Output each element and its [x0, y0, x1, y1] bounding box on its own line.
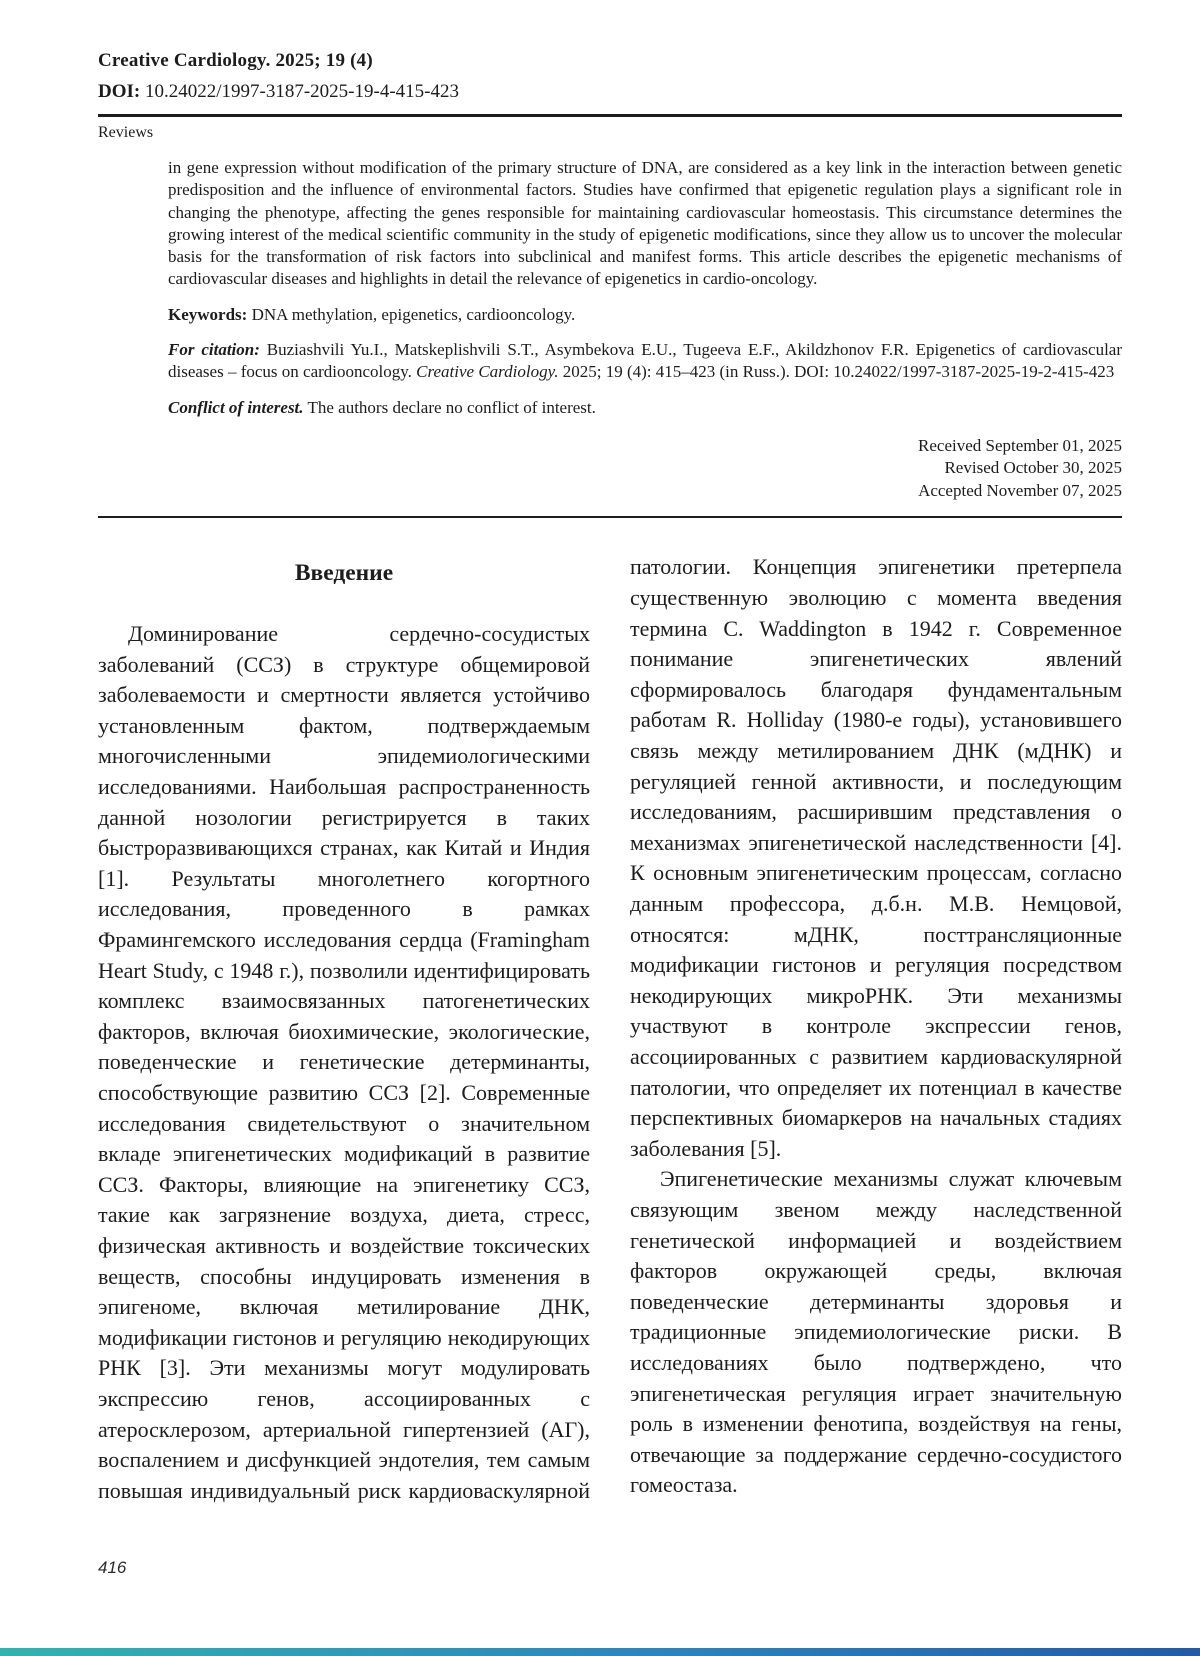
journal-title: Creative Cardiology. 2025; 19 (4): [98, 50, 373, 71]
accepted-date: Accepted November 07, 2025: [918, 480, 1122, 500]
citation-authors: Buziashvili Yu.I., Matskeplishvili S.T., Asymbekova E.U., Tugeeva E.F., Akildzhonov F.R. Epigenetics of cardiovascular diseases – focus on cardiooncology.: [168, 340, 1122, 382]
doi-label: DOI:: [98, 81, 141, 102]
doi-line: [98, 81, 1122, 103]
abstract-continuation: in gene expression without modification of the primary structure of DNA, are considered as a key link in the interaction between genetic predisposition and the influence of environmental factors. Studies have confirmed that epigenetic regulation plays a significant role in changing the phenotype, affecting the genes responsible for maintaining cardiovascular homeostasis. This circumstance determines the growing interest of the medical scientific community in the study of epigenetic modifications, since they allow us to uncover the molecular basis for the transformation of risk factors into subclinical and manifest forms. This article describes the epigenetic mechanisms of cardiovascular diseases and highlights in detail the relevance of epigenetics in cardio-oncology.: [168, 158, 1122, 289]
doi-value: 10.24022/1997-3187-2025-19-4-415-423: [144, 81, 459, 102]
conflict-text: The authors declare no conflict of interest.: [307, 397, 596, 417]
article-body: [98, 552, 1122, 1506]
citation-tail: 2025; 19 (4): 415–423 (in Russ.). DOI: 10.24022/1997-3187-2025-19-2-415-423: [562, 362, 1115, 382]
received-date: Received September 01, 2025: [918, 435, 1122, 455]
citation-label: For citation:: [168, 340, 260, 360]
keywords-label: Keywords:: [168, 304, 248, 324]
header-rule: [98, 114, 1122, 117]
revised-date: Revised October 30, 2025: [944, 458, 1122, 478]
front-matter: [168, 157, 1122, 419]
conflict-line: [168, 397, 1122, 419]
page-number: 416: [98, 1558, 127, 1577]
intro-paragraph-2: Эпигенетические механизмы служат ключевым связующим звеном между наследственной генетической информацией и воздействием факторов окружающей среды, включая поведенческие детерминанты здоровья и традиционные эпидемиологические риски. В исследованиях было подтверждено, что эпигенетическая регуляция играет значительную роль в изменении фенотипа, воздействуя на гены, отвечающие за поддержание сердечно-сосудистого гомеостаза.: [630, 1166, 1122, 1498]
keywords-line: [168, 304, 1122, 326]
intro-heading: Введение: [294, 560, 394, 587]
footer-accent-bar: [0, 1648, 1200, 1656]
page-header: [98, 50, 1122, 142]
section-label: Reviews: [98, 124, 154, 141]
conflict-label: Conflict of interest.: [168, 397, 304, 417]
dates-block: [98, 435, 1122, 503]
citation-journal: Creative Cardiology.: [416, 362, 559, 382]
divider-rule: [98, 516, 1122, 518]
keywords-text: DNA methylation, epigenetics, cardiooncology.: [251, 304, 576, 324]
citation-line: [168, 339, 1122, 384]
intro-paragraph-1: Доминирование сердечно-сосудистых заболеваний (ССЗ) в структуре общемировой заболеваемости и смертности является устойчиво установленным фактом, подтверждаемым многочисленными эпидемиологическими исследованиями. Наибольшая распространенность данной нозологии регистрируется в таких быстроразвивающихся странах, как Китай и Индия [1]. Результаты многолетнего когортного исследования, проведенного в рамках Фрамингемского исследования сердца (Framingham Heart Study, с 1948 г.), позволили идентифицировать комплекс взаимосвязанных патогенетических факторов, включая биохимические, экологические, поведенческие и генетические детерминанты, способствующие развитию ССЗ [2]. Современные исследования свидетельствуют о значительном вкладе эпигенетических модификаций в развитие ССЗ. Факторы, влияющие на эпигенетику ССЗ, такие как загрязнение воздуха, диета, стресс, физическая активность и воздействие токсических веществ, способны индуцировать изменения в эпигеноме, включая метилирование ДНК, модификации гистонов и регуляцию некодирующих РНК [3]. Эти механизмы могут модулировать экспрессию генов, ассоциированных с атеросклерозом, артериальной гипертензией (АГ), воспалением и дисфункцией эндотелия, тем самым повышая индивидуальный риск кардиоваскулярной патологии. Концепция эпигенетики претерпела существенную эволюцию с момента введения термина C. Waddington в 1942 г. Современное понимание эпигенетических явлений сформировалось благодаря фундаментальным работам R. Holliday (1980-е годы), установившего связь между метилированием ДНК (мДНК) и регуляцией генной активности, и последующим исследованиям, расширившим представления о механизмах эпигенетической наследственности [4]. К основным эпигенетическим процессам, согласно данным профессора, д.б.н. М.В. Немцовой, относятся: мДНК, посттрансляционные модификации гистонов и регуляция посредством некодирующих микроРНК. Эти механизмы участвуют в контроле экспрессии генов, ассоциированных с развитием кардиоваскулярной патологии, что определяет их потенциал в качестве перспективных биомаркеров на начальных стадиях заболевания [5].: [98, 554, 1122, 1503]
